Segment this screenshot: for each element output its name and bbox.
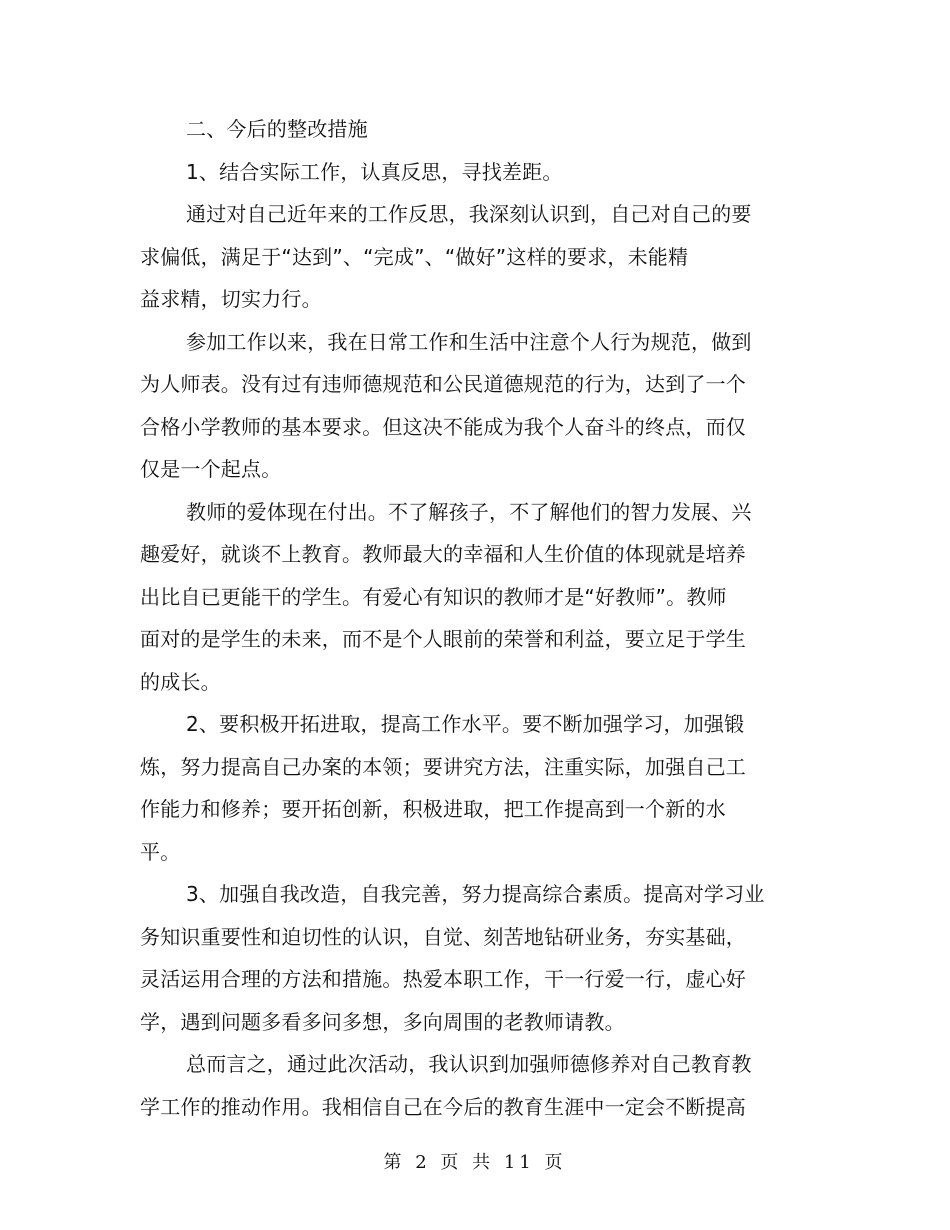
- text-line: 2、要积极开拓进取，提高工作水平。要不断加强学习，加强锻: [186, 712, 745, 736]
- text-line: 的成长。: [140, 669, 221, 694]
- text-line: 为人师表。没有过有违师德规范和公民道德规范的行为，达到了一个: [140, 372, 746, 396]
- text-line: 炼，努力提高自己办案的本领；要讲究方法，注重实际，加强自己工: [140, 754, 746, 779]
- text-line: 总而言之，通过此次活动，我认识到加强师德修养对自己教育教: [186, 1052, 752, 1076]
- page-footer: 第 2 页 共 11 页: [383, 1152, 567, 1173]
- text-line: 益求精，切实力行。: [140, 287, 322, 311]
- text-line: 学工作的推动作用。我相信自己在今后的教育生涯中一定会不断提高: [140, 1094, 746, 1119]
- text-line: 仅是一个起点。: [140, 457, 282, 481]
- text-line: 务知识重要性和迫切性的认识，自觉、刻苦地钻研业务，夯实基础，: [140, 924, 746, 949]
- text-line: 平。: [140, 839, 181, 864]
- document-body: [140, 108, 770, 1128]
- text-line: 求偏低，满足于“达到”、“完成”、“做好”这样的要求，未能精: [140, 244, 689, 269]
- text-line: 3、加强自我改造，自我完善，努力提高综合素质。提高对学习业: [186, 882, 765, 906]
- text-line: 合格小学教师的基本要求。但这决不能成为我个人奋斗的终点，而仅: [140, 414, 746, 439]
- text-line: 参加工作以来，我在日常工作和生活中注意个人行为规范，做到: [186, 329, 752, 354]
- text-line: 教师的爱体现在付出。不了解孩子，不了解他们的智力发展、兴: [186, 499, 752, 524]
- text-line: 1、结合实际工作，认真反思，寻找差距。: [186, 159, 563, 184]
- text-line: 面对的是学生的未来，而不是个人眼前的荣誉和利益，要立足于学生: [140, 627, 746, 651]
- text-line: 二、今后的整改措施: [186, 117, 368, 141]
- text-line: 通过对自己近年来的工作反思，我深刻认识到，自己对自己的要: [186, 202, 752, 226]
- text-line: 灵活运用合理的方法和措施。热爱本职工作，干一行爱一行，虚心好: [140, 967, 746, 991]
- text-line: 出比自已更能干的学生。有爱心有知识的教师才是“好教师”。教师: [140, 584, 727, 609]
- text-line: 作能力和修养；要开拓创新，积极进取，把工作提高到一个新的水: [140, 797, 726, 821]
- text-line: 趣爱好，就谈不上教育。教师最大的幸福和人生价值的体现就是培养: [140, 542, 746, 566]
- text-line: 学，遇到问题多看多问多想，多向周围的老教师请教。: [140, 1009, 625, 1034]
